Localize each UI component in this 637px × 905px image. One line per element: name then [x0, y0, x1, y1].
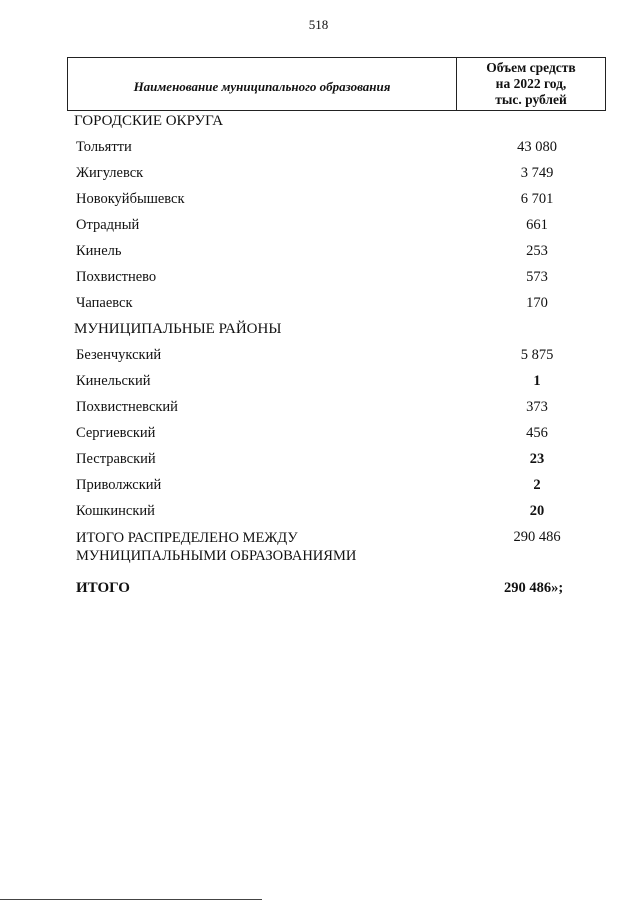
- municipality-name: Тольятти: [76, 139, 132, 155]
- header-value-line2: на 2022 год,: [495, 76, 567, 91]
- amount-value: 1: [533, 373, 541, 389]
- municipality-name: Жигулевск: [76, 165, 144, 181]
- municipality-name: Похвистнево: [76, 269, 157, 285]
- amount-value: 3 749: [520, 165, 554, 181]
- page-number: 518: [308, 17, 329, 32]
- municipality-name: Отрадный: [76, 217, 140, 233]
- municipality-name: Чапаевск: [76, 295, 133, 311]
- amount-value: 23: [529, 451, 545, 467]
- total-label: ИТОГО: [76, 580, 130, 596]
- header-value-line3: тыс. рублей: [495, 92, 567, 107]
- amount-value: 573: [526, 269, 548, 285]
- amount-value: 170: [526, 295, 548, 311]
- amount-value: 661: [526, 217, 548, 233]
- header-value-cell: [457, 58, 605, 110]
- amount-value: 456: [526, 425, 548, 441]
- amount-value: 5 875: [520, 347, 554, 363]
- header-name-cell: Наименование муниципального образования: [68, 58, 457, 110]
- municipality-name: Кинель: [76, 243, 122, 259]
- municipality-name: Похвистневский: [76, 399, 178, 415]
- amount-value: 6 701: [520, 191, 554, 207]
- municipality-name: Безенчукский: [76, 347, 162, 363]
- municipality-name: Новокуйбышевск: [76, 191, 185, 207]
- municipality-name: Кинельский: [76, 373, 151, 389]
- distributed-value: 290 486: [513, 529, 561, 545]
- amount-value: 2: [533, 477, 541, 493]
- municipality-name: Сергиевский: [76, 425, 156, 441]
- amount-value: 253: [526, 243, 548, 259]
- amount-value: 43 080: [517, 139, 557, 155]
- section-title: ГОРОДСКИЕ ОКРУГА: [74, 113, 224, 129]
- section-title: МУНИЦИПАЛЬНЫЕ РАЙОНЫ: [74, 321, 282, 337]
- municipality-name: Приволжский: [76, 477, 162, 493]
- amount-value: 20: [529, 503, 545, 519]
- distributed-label-line2: МУНИЦИПАЛЬНЫМИ ОБРАЗОВАНИЯМИ: [76, 548, 357, 564]
- distributed-label: [76, 529, 356, 565]
- amount-value: 373: [526, 399, 548, 415]
- header-value-line1: Объем средств: [486, 60, 576, 75]
- municipality-name: Пестравский: [76, 451, 156, 467]
- municipality-name: Кошкинский: [76, 503, 155, 519]
- table-header: [67, 57, 606, 111]
- total-value: 290 486»;: [504, 580, 564, 596]
- bottom-divider: [0, 899, 262, 900]
- distributed-label-line1: ИТОГО РАСПРЕДЕЛЕНО МЕЖДУ: [76, 530, 298, 546]
